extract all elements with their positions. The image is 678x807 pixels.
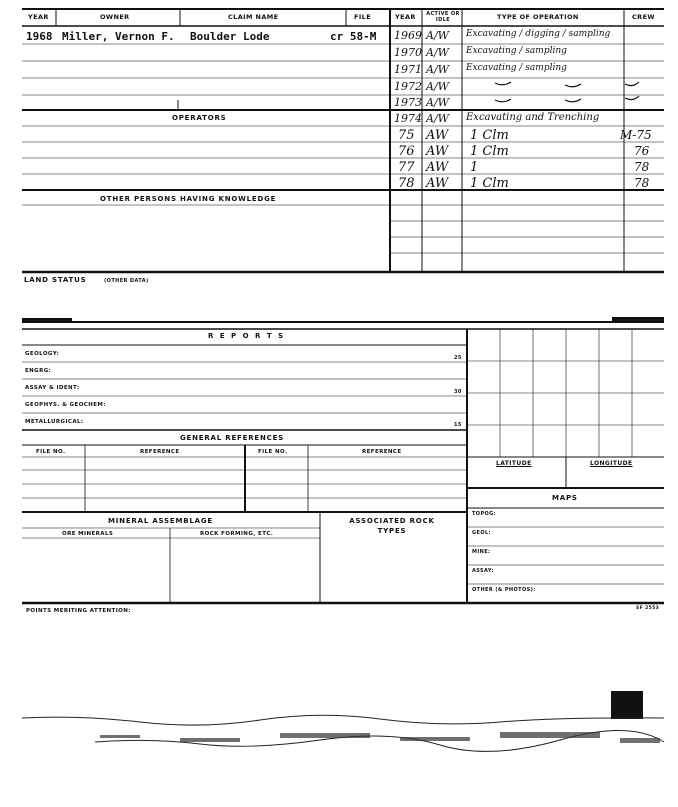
header-crew: CREW (632, 13, 655, 21)
report-label: ASSAY & IDENT: (25, 385, 80, 391)
op-year: 1972 (394, 80, 422, 93)
ref-col-file-no: FILE NO. (36, 449, 66, 455)
map-label: OTHER (& PHOTOS): (472, 587, 536, 593)
op-status: AW (426, 176, 449, 191)
entry-owner: Miller, Vernon F. (62, 30, 175, 43)
op-status: AW (426, 144, 449, 159)
associated-rock-types-heading: ASSOCIATED ROCK TYPES (349, 517, 435, 535)
op-status: A/W (426, 112, 449, 125)
header-active-idle: ACTIVE OR IDLE (426, 11, 460, 23)
op-year: 1973 (394, 96, 422, 109)
op-crew: 78 (634, 176, 650, 190)
op-type: 1 (470, 160, 479, 175)
op-year: 76 (398, 144, 415, 159)
op-type: Excavating and Trenching (466, 112, 600, 123)
report-label: GEOLOGY: (25, 351, 60, 357)
operators-heading: OPERATORS (172, 114, 227, 122)
header-year-2: YEAR (395, 13, 416, 21)
op-type: 1 Clm (470, 144, 509, 159)
map-label: TOPOG: (472, 511, 497, 517)
op-year: 1970 (394, 46, 422, 59)
points-meriting-attention-label: POINTS MERITING ATTENTION: (26, 608, 131, 614)
report-num: 25 (454, 355, 462, 361)
entry-claim-name: Boulder Lode (190, 30, 270, 43)
op-year: 77 (398, 160, 415, 175)
report-label: METALLURGICAL: (25, 419, 84, 425)
header-claim-name: CLAIM NAME (228, 13, 279, 21)
ref-col-reference-2: REFERENCE (362, 449, 402, 455)
form-number: SF 2553 (636, 606, 660, 611)
ore-minerals-label: ORE MINERALS (62, 531, 114, 537)
general-references-heading: GENERAL REFERENCES (180, 434, 284, 442)
map-label: GEOL: (472, 530, 491, 536)
map-label: MINE: (472, 549, 491, 555)
latitude-label: LATITUDE (496, 460, 532, 467)
report-label: ENGRG: (25, 368, 52, 374)
rock-forming-label: ROCK FORMING, ETC. (200, 531, 274, 537)
mineral-assemblage-heading: MINERAL ASSEMBLAGE (108, 517, 213, 525)
op-type: 1 Clm (470, 128, 509, 143)
ref-col-file-no-2: FILE NO. (258, 449, 288, 455)
report-num: 30 (454, 389, 462, 395)
op-year: 1971 (394, 63, 422, 76)
op-status: AW (426, 160, 449, 175)
op-type: Excavating / sampling (466, 63, 567, 73)
header-type-of-operation: TYPE OF OPERATION (497, 13, 579, 21)
maps-heading: MAPS (552, 494, 578, 502)
op-year: 78 (398, 176, 415, 191)
op-year: 1974 (394, 112, 422, 125)
land-status-heading: LAND STATUS (24, 276, 87, 284)
map-label: ASSAY: (472, 568, 494, 574)
report-num: 15 (454, 422, 462, 428)
op-status: A/W (426, 46, 449, 59)
op-year: 1969 (394, 29, 422, 42)
land-status-sub: (OTHER DATA) (104, 278, 149, 284)
report-label: GEOPHYS. & GEOCHEM: (25, 402, 106, 408)
longitude-label: LONGITUDE (590, 460, 633, 467)
op-status: A/W (426, 96, 449, 109)
header-owner: OWNER (100, 13, 130, 21)
header-year: YEAR (28, 13, 49, 21)
op-status: A/W (426, 80, 449, 93)
entry-file: cr 58-M (330, 30, 377, 43)
op-type: Excavating / sampling (466, 46, 567, 56)
op-crew: 78 (634, 160, 650, 174)
op-type: Excavating / digging / sampling (466, 29, 611, 39)
op-status: A/W (426, 63, 449, 76)
other-persons-heading: OTHER PERSONS HAVING KNOWLEDGE (100, 195, 277, 203)
entry-year: 1968 (26, 30, 53, 43)
op-status: A/W (426, 29, 449, 42)
header-file: FILE (354, 13, 372, 21)
ref-col-reference: REFERENCE (140, 449, 180, 455)
op-crew: M-75 (620, 128, 652, 142)
op-crew: 76 (634, 144, 650, 158)
op-status: AW (426, 128, 449, 143)
op-type: 1 Clm (470, 176, 509, 191)
reports-heading: R E P O R T S (208, 332, 286, 340)
op-year: 75 (398, 128, 415, 143)
